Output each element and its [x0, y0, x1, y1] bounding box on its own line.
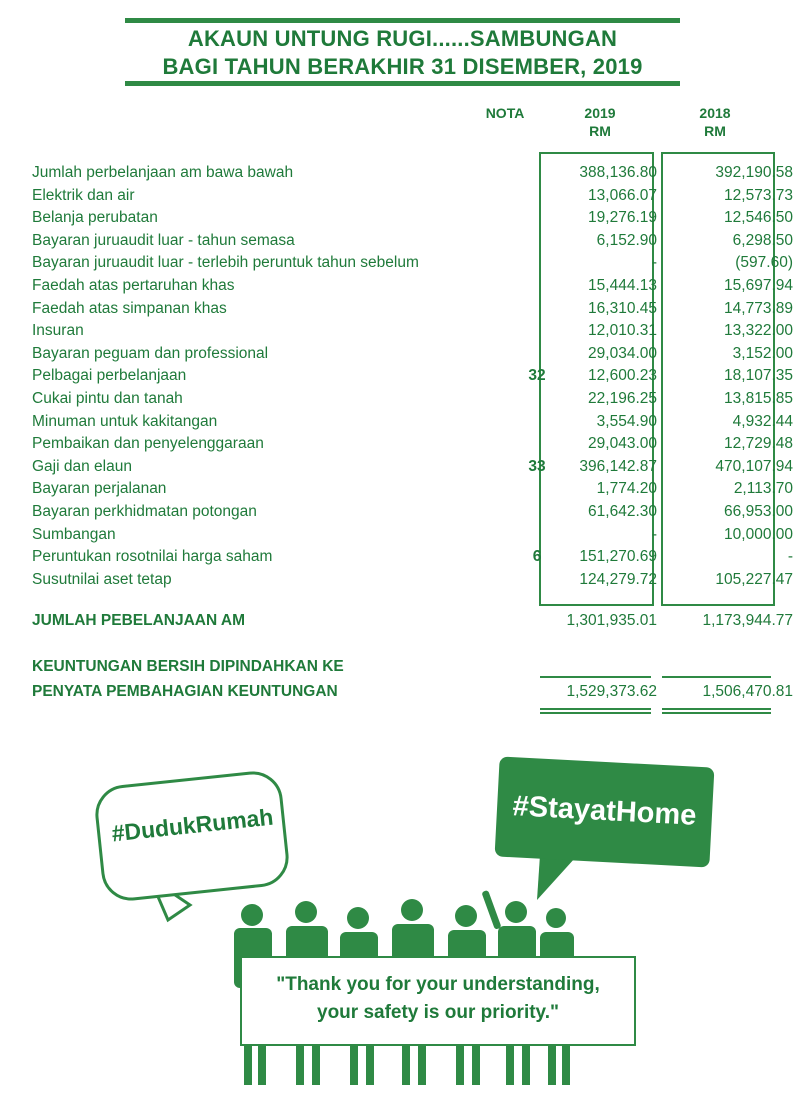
row-label: Bayaran juruaudit luar - terlebih peruntuk tahun sebelum	[32, 254, 419, 272]
table-row	[32, 320, 793, 342]
row-value-2019: 6,152.90	[596, 231, 657, 249]
row-value-2018: 66,953.00	[724, 503, 793, 520]
row-label: Sumbangan	[32, 525, 116, 543]
row-nota: 6	[532, 548, 542, 566]
row-value-2018: 2,113.70	[733, 480, 793, 498]
row-value-2018: 12,573.73	[724, 186, 793, 204]
duduk-rumah-text: #DudukRumah	[110, 803, 275, 847]
banner-line-2: your safety is our priority."	[317, 1002, 559, 1023]
row-value-2018: 392,190.58	[715, 164, 793, 181]
row-value-2019: 124,279.72	[579, 570, 657, 588]
row-label: Belanja perubatan	[32, 209, 158, 227]
row-label: Pembaikan dan penyelenggaraan	[32, 435, 264, 453]
row-value-2018: 12,729.48	[724, 435, 793, 453]
row-value-2019: -	[651, 525, 657, 543]
row-value-2019: 151,270.69	[579, 548, 657, 566]
row-value-2019: 1,774.20	[596, 480, 657, 498]
banner-line-1: "Thank you for your understanding,	[276, 974, 600, 995]
row-label: Insuran	[32, 322, 84, 340]
row-value-2019: 29,043.00	[588, 435, 657, 453]
row-label: Bayaran peguam dan professional	[32, 344, 269, 362]
row-value-2018: 13,322.00	[724, 322, 793, 340]
row-label: Jumlah perbelanjaan am bawa bawah	[32, 164, 294, 181]
total-expenses-label: JUMLAH PEBELANJAAN AM	[32, 612, 245, 629]
table-row	[32, 524, 793, 546]
table-row	[32, 252, 793, 274]
row-value-2019: 29,034.00	[588, 344, 657, 362]
row-value-2018: 15,697.94	[724, 277, 793, 294]
net-profit-2018: 1,506,470.81	[702, 683, 793, 700]
title-line-2: BAGI TAHUN BERAKHIR 31 DISEMBER, 2019	[162, 54, 643, 79]
row-label: Faedah atas simpanan khas	[32, 299, 227, 317]
row-value-2019: 61,642.30	[588, 503, 657, 520]
table-row	[32, 207, 793, 229]
net-profit-double-rule-2018-b	[662, 712, 771, 714]
table-row	[32, 501, 793, 523]
row-value-2019: 12,010.31	[588, 322, 657, 340]
row-value-2018: 105,227.47	[715, 570, 793, 588]
row-nota: 32	[528, 367, 546, 385]
row-label: Peruntukan rosotnilai harga saham	[32, 548, 273, 566]
row-value-2019: 3,554.90	[596, 412, 657, 430]
row-label: Bayaran juruaudit luar - tahun semasa	[32, 231, 295, 249]
year-2019-label: 2019	[584, 105, 616, 121]
row-value-2019: 19,276.19	[588, 209, 657, 227]
year-2019-header	[560, 104, 640, 140]
row-value-2018: 470,107.94	[715, 457, 793, 475]
row-value-2019: 388,136.80	[579, 164, 657, 181]
table-row	[32, 185, 793, 207]
row-value-2018: 13,815.85	[724, 390, 793, 407]
year-2018-unit: RM	[704, 123, 726, 139]
net-profit-row	[32, 681, 793, 703]
table-row	[32, 411, 793, 433]
thank-you-banner	[240, 956, 636, 1046]
table-row	[32, 478, 793, 500]
row-label: Cukai pintu dan tanah	[32, 390, 183, 407]
title-bottom-rule	[125, 81, 680, 86]
row-value-2018: (597.60)	[735, 254, 793, 272]
table-row	[32, 162, 793, 184]
row-value-2018: 6,298.50	[732, 231, 793, 249]
row-label: Elektrik dan air	[32, 186, 135, 204]
row-value-2018: 4,932.44	[732, 412, 793, 430]
row-label: Gaji dan elaun	[32, 457, 132, 475]
table-row	[32, 365, 793, 387]
row-label: Minuman untuk kakitangan	[32, 412, 218, 430]
row-value-2019: 16,310.45	[588, 299, 657, 317]
table-row	[32, 569, 793, 591]
table-row	[32, 275, 793, 297]
table-row	[32, 456, 793, 478]
row-value-2018: 18,107.35	[724, 367, 793, 385]
row-nota: 33	[528, 457, 546, 475]
row-value-2019: 13,066.07	[588, 186, 657, 204]
net-profit-label-line-2: PENYATA PEMBAHAGIAN KEUNTUNGAN	[32, 683, 338, 700]
net-profit-2019: 1,529,373.62	[566, 683, 657, 700]
year-2019-unit: RM	[589, 123, 611, 139]
row-value-2018: 3,152.00	[732, 344, 793, 362]
row-value-2019: 15,444.13	[588, 277, 657, 294]
table-row	[32, 343, 793, 365]
total-expenses-2019: 1,301,935.01	[566, 612, 657, 629]
net-profit-double-rule-2019-b	[540, 712, 651, 714]
net-profit-double-rule-2019-a	[540, 708, 651, 710]
table-row	[32, 546, 793, 568]
year-2018-header	[675, 104, 755, 140]
row-value-2019: -	[651, 254, 657, 272]
title-line-1: AKAUN UNTUNG RUGI......SAMBUNGAN	[187, 26, 618, 51]
row-label: Bayaran perkhidmatan potongan	[32, 503, 257, 520]
statement-title	[125, 18, 680, 86]
row-value-2018: 14,773.89	[724, 299, 793, 317]
row-value-2019: 22,196.25	[588, 390, 657, 407]
title-top-rule	[125, 18, 680, 23]
row-label: Susutnilai aset tetap	[32, 570, 172, 588]
row-value-2019: 396,142.87	[579, 457, 657, 475]
table-row	[32, 230, 793, 252]
net-profit-double-rule-2018-a	[662, 708, 771, 710]
row-value-2018: -	[787, 548, 793, 566]
table-row	[32, 433, 793, 455]
year-2018-label: 2018	[699, 105, 731, 121]
table-row	[32, 388, 793, 410]
row-value-2018: 10,000.00	[724, 525, 793, 543]
row-label: Pelbagai perbelanjaan	[32, 367, 187, 385]
total-expenses-2018: 1,173,944.77	[702, 612, 793, 629]
table-row	[32, 298, 793, 320]
net-profit-label-row-1	[32, 656, 772, 678]
row-value-2018: 12,546.50	[724, 209, 793, 227]
total-expenses-row	[32, 610, 793, 632]
stay-at-home-text: #StayatHome	[511, 790, 698, 832]
net-profit-label-line-1: KEUNTUNGAN BERSIH DIPINDAHKAN KE	[32, 658, 344, 675]
row-label: Faedah atas pertaruhan khas	[32, 277, 235, 294]
row-label: Bayaran perjalanan	[32, 480, 167, 498]
right-bubble-tail	[537, 855, 575, 900]
nota-header: NOTA	[485, 105, 525, 121]
row-value-2019: 12,600.23	[588, 367, 657, 385]
